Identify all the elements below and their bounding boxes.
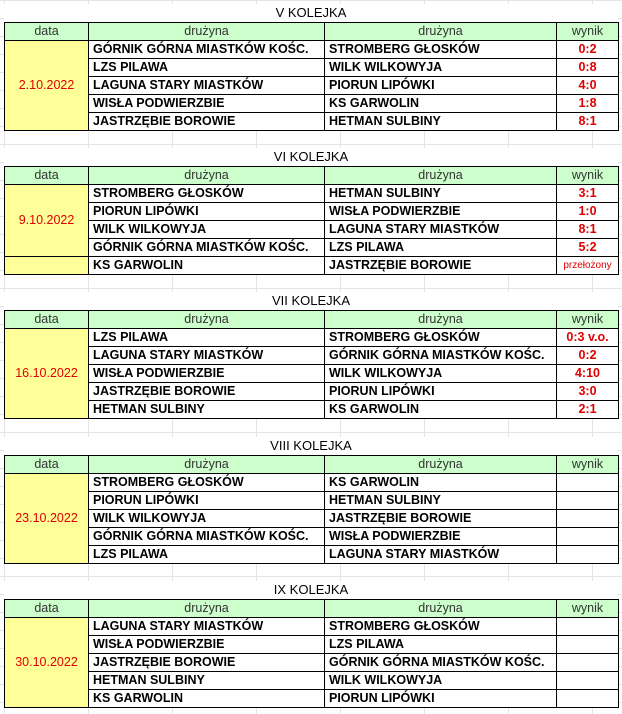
away-team-cell[interactable]: JASTRZĘBIE BOROWIE bbox=[325, 257, 557, 275]
round-title: VIII KOLEJKA bbox=[4, 437, 618, 455]
schedule-table bbox=[4, 455, 619, 564]
table-row bbox=[5, 401, 619, 419]
result-cell[interactable] bbox=[557, 672, 619, 690]
away-team-cell[interactable]: STROMBERG GŁOSKÓW bbox=[325, 41, 557, 59]
header-team-home[interactable]: drużyna bbox=[89, 600, 325, 618]
away-team-cell[interactable]: GÓRNIK GÓRNA MIASTKÓW KOŚC. bbox=[325, 347, 557, 365]
result-cell[interactable]: 0:2 bbox=[557, 41, 619, 59]
result-cell[interactable]: 4:0 bbox=[557, 77, 619, 95]
header-team-home[interactable]: drużyna bbox=[89, 167, 325, 185]
header-team-home[interactable]: drużyna bbox=[89, 23, 325, 41]
away-team-cell[interactable]: WILK WILKOWYJA bbox=[325, 59, 557, 77]
result-cell[interactable]: 8:1 bbox=[557, 221, 619, 239]
header-team-home[interactable]: drużyna bbox=[89, 311, 325, 329]
header-team-away[interactable]: drużyna bbox=[325, 167, 557, 185]
header-date[interactable]: data bbox=[5, 167, 89, 185]
round-8 bbox=[4, 437, 618, 564]
away-team-cell[interactable]: LZS PILAWA bbox=[325, 636, 557, 654]
table-row bbox=[5, 221, 619, 239]
table-row bbox=[5, 510, 619, 528]
result-cell[interactable] bbox=[557, 474, 619, 492]
home-team-cell[interactable]: KS GARWOLIN bbox=[89, 690, 325, 708]
away-team-cell[interactable]: STROMBERG GŁOSKÓW bbox=[325, 618, 557, 636]
header-result[interactable]: wynik bbox=[557, 23, 619, 41]
header-date[interactable]: data bbox=[5, 23, 89, 41]
table-row bbox=[5, 383, 619, 401]
round-title: VII KOLEJKA bbox=[4, 292, 618, 310]
result-cell[interactable] bbox=[557, 618, 619, 636]
home-team-cell[interactable]: STROMBERG GŁOSKÓW bbox=[89, 474, 325, 492]
table-row bbox=[5, 185, 619, 203]
home-team-cell[interactable]: JASTRZĘBIE BOROWIE bbox=[89, 383, 325, 401]
header-date[interactable]: data bbox=[5, 600, 89, 618]
home-team-cell[interactable]: WISŁA PODWIERZBIE bbox=[89, 636, 325, 654]
header-row bbox=[5, 600, 619, 618]
table-row bbox=[5, 113, 619, 131]
round-7 bbox=[4, 292, 618, 419]
away-team-cell[interactable]: WISŁA PODWIERZBIE bbox=[325, 528, 557, 546]
result-cell[interactable]: 2:1 bbox=[557, 401, 619, 419]
result-cell[interactable]: 0:2 bbox=[557, 347, 619, 365]
away-team-cell[interactable]: WISŁA PODWIERZBIE bbox=[325, 203, 557, 221]
table-row bbox=[5, 654, 619, 672]
round-title: IX KOLEJKA bbox=[4, 581, 618, 599]
header-result[interactable]: wynik bbox=[557, 311, 619, 329]
home-team-cell[interactable]: WISŁA PODWIERZBIE bbox=[89, 95, 325, 113]
table-row bbox=[5, 636, 619, 654]
result-cell[interactable] bbox=[557, 690, 619, 708]
home-team-cell[interactable]: JASTRZĘBIE BOROWIE bbox=[89, 654, 325, 672]
round-title: V KOLEJKA bbox=[4, 4, 618, 22]
table-row bbox=[5, 347, 619, 365]
table-row bbox=[5, 690, 619, 708]
table-row bbox=[5, 492, 619, 510]
header-team-away[interactable]: drużyna bbox=[325, 456, 557, 474]
schedule-table bbox=[4, 599, 619, 708]
home-team-cell[interactable]: KS GARWOLIN bbox=[89, 257, 325, 275]
away-team-cell[interactable]: WILK WILKOWYJA bbox=[325, 365, 557, 383]
header-result[interactable]: wynik bbox=[557, 600, 619, 618]
home-team-cell[interactable]: GÓRNIK GÓRNA MIASTKÓW KOŚC. bbox=[89, 528, 325, 546]
away-team-cell[interactable]: HETMAN SULBINY bbox=[325, 113, 557, 131]
result-cell[interactable] bbox=[557, 636, 619, 654]
home-team-cell[interactable]: LZS PILAWA bbox=[89, 59, 325, 77]
home-team-cell[interactable]: PIORUN LIPÓWKI bbox=[89, 492, 325, 510]
round-title: VI KOLEJKA bbox=[4, 148, 618, 166]
table-row bbox=[5, 95, 619, 113]
home-team-cell[interactable]: LAGUNA STARY MIASTKÓW bbox=[89, 618, 325, 636]
away-team-cell[interactable]: WILK WILKOWYJA bbox=[325, 672, 557, 690]
date-cell[interactable]: 9.10.2022 bbox=[5, 185, 89, 257]
home-team-cell[interactable]: STROMBERG GŁOSKÓW bbox=[89, 185, 325, 203]
table-row bbox=[5, 239, 619, 257]
header-team-away[interactable]: drużyna bbox=[325, 600, 557, 618]
header-row bbox=[5, 23, 619, 41]
table-row bbox=[5, 41, 619, 59]
away-team-cell[interactable]: STROMBERG GŁOSKÓW bbox=[325, 329, 557, 347]
date-cell-empty[interactable] bbox=[5, 257, 89, 275]
result-cell[interactable]: 4:10 bbox=[557, 365, 619, 383]
home-team-cell[interactable]: GÓRNIK GÓRNA MIASTKÓW KOŚC. bbox=[89, 41, 325, 59]
home-team-cell[interactable]: PIORUN LIPÓWKI bbox=[89, 203, 325, 221]
result-cell[interactable] bbox=[557, 528, 619, 546]
away-team-cell[interactable]: PIORUN LIPÓWKI bbox=[325, 383, 557, 401]
table-row bbox=[5, 203, 619, 221]
table-row bbox=[5, 59, 619, 77]
away-team-cell[interactable]: HETMAN SULBINY bbox=[325, 185, 557, 203]
away-team-cell[interactable]: KS GARWOLIN bbox=[325, 95, 557, 113]
table-row bbox=[5, 618, 619, 636]
header-team-away[interactable]: drużyna bbox=[325, 311, 557, 329]
header-result[interactable]: wynik bbox=[557, 456, 619, 474]
header-row bbox=[5, 456, 619, 474]
away-team-cell[interactable]: GÓRNIK GÓRNA MIASTKÓW KOŚC. bbox=[325, 654, 557, 672]
home-team-cell[interactable]: GÓRNIK GÓRNA MIASTKÓW KOŚC. bbox=[89, 239, 325, 257]
home-team-cell[interactable]: LAGUNA STARY MIASTKÓW bbox=[89, 77, 325, 95]
header-team-home[interactable]: drużyna bbox=[89, 456, 325, 474]
away-team-cell[interactable]: HETMAN SULBINY bbox=[325, 492, 557, 510]
schedule-table bbox=[4, 310, 619, 419]
table-row bbox=[5, 329, 619, 347]
round-5 bbox=[4, 4, 618, 131]
schedule-table bbox=[4, 166, 619, 275]
home-team-cell[interactable]: HETMAN SULBINY bbox=[89, 401, 325, 419]
home-team-cell[interactable]: HETMAN SULBINY bbox=[89, 672, 325, 690]
away-team-cell[interactable]: KS GARWOLIN bbox=[325, 474, 557, 492]
away-team-cell[interactable]: PIORUN LIPÓWKI bbox=[325, 690, 557, 708]
home-team-cell[interactable]: LAGUNA STARY MIASTKÓW bbox=[89, 347, 325, 365]
result-cell[interactable]: 0:8 bbox=[557, 59, 619, 77]
header-row bbox=[5, 167, 619, 185]
table-row bbox=[5, 546, 619, 564]
result-cell[interactable] bbox=[557, 546, 619, 564]
result-cell[interactable]: 1:0 bbox=[557, 203, 619, 221]
home-team-cell[interactable]: WILK WILKOWYJA bbox=[89, 221, 325, 239]
away-team-cell[interactable]: LAGUNA STARY MIASTKÓW bbox=[325, 221, 557, 239]
header-row bbox=[5, 311, 619, 329]
home-team-cell[interactable]: LZS PILAWA bbox=[89, 546, 325, 564]
result-cell[interactable]: 1:8 bbox=[557, 95, 619, 113]
result-cell[interactable]: 3:1 bbox=[557, 185, 619, 203]
result-cell[interactable]: 5:2 bbox=[557, 239, 619, 257]
away-team-cell[interactable]: LAGUNA STARY MIASTKÓW bbox=[325, 546, 557, 564]
away-team-cell[interactable]: LZS PILAWA bbox=[325, 239, 557, 257]
header-date[interactable]: data bbox=[5, 311, 89, 329]
result-cell[interactable]: 3:0 bbox=[557, 383, 619, 401]
away-team-cell[interactable]: JASTRZĘBIE BOROWIE bbox=[325, 510, 557, 528]
date-cell[interactable]: 16.10.2022 bbox=[5, 329, 89, 419]
home-team-cell[interactable]: WILK WILKOWYJA bbox=[89, 510, 325, 528]
result-cell[interactable] bbox=[557, 654, 619, 672]
date-cell[interactable]: 30.10.2022 bbox=[5, 618, 89, 708]
result-cell[interactable] bbox=[557, 492, 619, 510]
table-row bbox=[5, 77, 619, 95]
table-row bbox=[5, 672, 619, 690]
result-cell[interactable] bbox=[557, 510, 619, 528]
table-row bbox=[5, 528, 619, 546]
result-cell[interactable]: 8:1 bbox=[557, 113, 619, 131]
home-team-cell[interactable]: LZS PILAWA bbox=[89, 329, 325, 347]
away-team-cell[interactable]: KS GARWOLIN bbox=[325, 401, 557, 419]
table-row bbox=[5, 365, 619, 383]
date-cell[interactable]: 2.10.2022 bbox=[5, 41, 89, 131]
date-cell[interactable]: 23.10.2022 bbox=[5, 474, 89, 564]
header-result[interactable]: wynik bbox=[557, 167, 619, 185]
away-team-cell[interactable]: PIORUN LIPÓWKI bbox=[325, 77, 557, 95]
header-date[interactable]: data bbox=[5, 456, 89, 474]
result-cell[interactable]: przełożony bbox=[557, 257, 619, 275]
table-row bbox=[5, 257, 619, 275]
header-team-away[interactable]: drużyna bbox=[325, 23, 557, 41]
home-team-cell[interactable]: WISŁA PODWIERZBIE bbox=[89, 365, 325, 383]
round-9 bbox=[4, 581, 618, 708]
home-team-cell[interactable]: JASTRZĘBIE BOROWIE bbox=[89, 113, 325, 131]
schedule-table bbox=[4, 22, 619, 131]
table-row bbox=[5, 474, 619, 492]
round-6 bbox=[4, 148, 618, 275]
result-cell[interactable]: 0:3 v.o. bbox=[557, 329, 619, 347]
